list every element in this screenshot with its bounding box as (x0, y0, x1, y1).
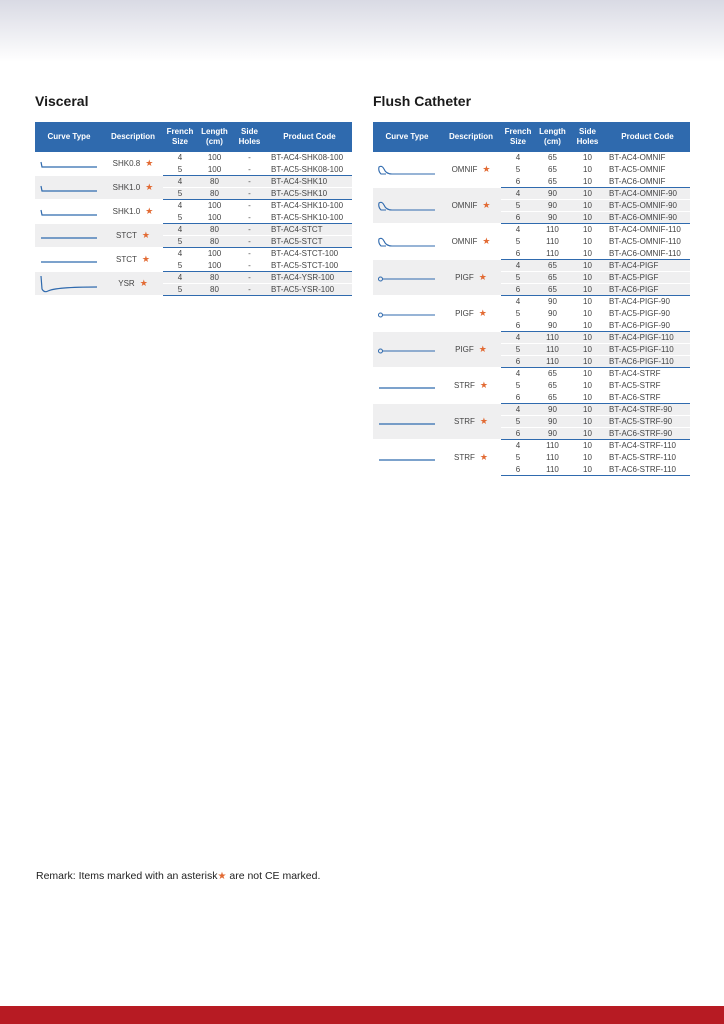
product-code-cell: BT-AC6-PIGF-90 (605, 320, 690, 332)
french-size-cell: 5 (501, 164, 535, 176)
side-holes-cell: 10 (570, 344, 605, 356)
french-size-cell: 4 (501, 260, 535, 272)
asterisk-star-icon: ★ (145, 206, 154, 216)
length-cell: 100 (197, 212, 232, 224)
description-cell (441, 368, 501, 404)
side-holes-cell: - (232, 224, 267, 236)
product-group (373, 296, 690, 332)
french-size-cell: 5 (501, 416, 535, 428)
product-code-cell: BT-AC6-STRF-110 (605, 464, 690, 476)
product-code-cell: BT-AC4-OMNIF-110 (605, 224, 690, 236)
side-holes-cell: 10 (570, 356, 605, 368)
length-cell: 65 (535, 260, 570, 272)
french-size-cell: 6 (501, 320, 535, 332)
shk-curve-icon (35, 152, 103, 176)
table-row (35, 272, 352, 284)
product-code-cell: BT-AC5-STCT (267, 236, 352, 248)
description-cell (441, 188, 501, 224)
product-code-cell: BT-AC4-YSR-100 (267, 272, 352, 284)
straight-curve-icon (373, 368, 441, 404)
col-product-code: Product Code (267, 122, 352, 152)
col-description: Description (103, 122, 163, 152)
product-code-cell: BT-AC5-PIGF (605, 272, 690, 284)
description-label: OMNIF (451, 165, 478, 174)
length-cell: 90 (535, 212, 570, 224)
side-holes-cell: 10 (570, 404, 605, 416)
ysr-curve-icon (35, 272, 103, 296)
asterisk-star-icon: ★ (145, 182, 154, 192)
col-curve-type: Curve Type (373, 122, 441, 152)
product-code-cell: BT-AC5-STCT-100 (267, 260, 352, 272)
table-row (35, 224, 352, 236)
table-row (35, 248, 352, 260)
product-code-cell: BT-AC6-STRF (605, 392, 690, 404)
side-holes-cell: - (232, 248, 267, 260)
product-group (373, 332, 690, 368)
product-group (373, 404, 690, 440)
length-cell: 110 (535, 344, 570, 356)
description-label: OMNIF (451, 201, 478, 210)
french-size-cell: 5 (501, 200, 535, 212)
footer-bar (0, 1006, 724, 1024)
side-holes-cell: 10 (570, 176, 605, 188)
description-cell (441, 296, 501, 332)
pigtail-curve-icon (373, 332, 441, 368)
french-size-cell: 4 (163, 272, 197, 284)
product-code-cell: BT-AC5-SHK10 (267, 188, 352, 200)
length-cell: 110 (535, 464, 570, 476)
table-row (373, 440, 690, 452)
product-code-cell: BT-AC4-SHK10 (267, 176, 352, 188)
french-size-cell: 5 (501, 380, 535, 392)
length-cell: 90 (535, 404, 570, 416)
length-cell: 65 (535, 176, 570, 188)
side-holes-cell: - (232, 152, 267, 164)
product-code-cell: BT-AC4-STRF-90 (605, 404, 690, 416)
side-holes-cell: 10 (570, 248, 605, 260)
product-code-cell: BT-AC5-OMNIF-90 (605, 200, 690, 212)
length-cell: 90 (535, 416, 570, 428)
omni-curve-icon (373, 188, 441, 224)
length-cell: 110 (535, 224, 570, 236)
side-holes-cell: - (232, 200, 267, 212)
side-holes-cell: 10 (570, 152, 605, 164)
description-cell (441, 332, 501, 368)
length-cell: 110 (535, 452, 570, 464)
length-cell: 100 (197, 200, 232, 212)
description-label: STCT (116, 231, 137, 240)
straight-curve-icon (373, 404, 441, 440)
description-label: STRF (454, 417, 475, 426)
table-row (373, 332, 690, 344)
description-cell (103, 224, 163, 248)
side-holes-cell: 10 (570, 416, 605, 428)
product-code-cell: BT-AC5-SHK10-100 (267, 212, 352, 224)
product-code-cell: BT-AC5-OMNIF-110 (605, 236, 690, 248)
product-group (373, 440, 690, 476)
table-header-row (35, 122, 352, 152)
product-code-cell: BT-AC5-YSR-100 (267, 284, 352, 296)
side-holes-cell: 10 (570, 464, 605, 476)
french-size-cell: 5 (163, 284, 197, 296)
side-holes-cell: 10 (570, 368, 605, 380)
omni-curve-icon (373, 224, 441, 260)
french-size-cell: 5 (163, 212, 197, 224)
col-side-holes: Side Holes (232, 122, 267, 152)
col-side-holes: Side Holes (570, 122, 605, 152)
french-size-cell: 6 (501, 176, 535, 188)
table-row (373, 368, 690, 380)
table-row (373, 404, 690, 416)
header-gradient (0, 0, 724, 62)
french-size-cell: 6 (501, 428, 535, 440)
length-cell: 110 (535, 356, 570, 368)
asterisk-star-icon: ★ (141, 230, 150, 240)
omni-curve-icon (373, 152, 441, 188)
product-code-cell: BT-AC5-PIGF-110 (605, 344, 690, 356)
pigtail-curve-icon (373, 296, 441, 332)
col-length: Length (cm) (535, 122, 570, 152)
product-code-cell: BT-AC4-SHK08-100 (267, 152, 352, 164)
product-code-cell: BT-AC4-PIGF-90 (605, 296, 690, 308)
flush-catheter-table (373, 122, 690, 476)
col-description: Description (441, 122, 501, 152)
length-cell: 90 (535, 200, 570, 212)
length-cell: 110 (535, 440, 570, 452)
product-group (373, 260, 690, 296)
french-size-cell: 5 (501, 236, 535, 248)
visceral-title: Visceral (35, 93, 89, 109)
product-code-cell: BT-AC4-OMNIF-90 (605, 188, 690, 200)
product-code-cell: BT-AC5-SHK08-100 (267, 164, 352, 176)
description-cell (103, 248, 163, 272)
french-size-cell: 6 (501, 248, 535, 260)
length-cell: 90 (535, 188, 570, 200)
table-row (35, 200, 352, 212)
asterisk-star-icon: ★ (478, 272, 487, 282)
side-holes-cell: - (232, 284, 267, 296)
side-holes-cell: 10 (570, 320, 605, 332)
table-row (35, 152, 352, 164)
asterisk-star-icon: ★ (479, 416, 488, 426)
product-code-cell: BT-AC5-STRF (605, 380, 690, 392)
remark-text: Remark: Items marked with an asterisk (36, 870, 218, 882)
asterisk-star-icon: ★ (145, 158, 154, 168)
length-cell: 110 (535, 248, 570, 260)
side-holes-cell: 10 (570, 440, 605, 452)
product-group (373, 368, 690, 404)
length-cell: 80 (197, 188, 232, 200)
side-holes-cell: - (232, 272, 267, 284)
table-header-row (373, 122, 690, 152)
side-holes-cell: 10 (570, 452, 605, 464)
description-cell (441, 224, 501, 260)
description-label: SHK1.0 (112, 183, 141, 192)
side-holes-cell: 10 (570, 272, 605, 284)
asterisk-star-icon: ★ (482, 200, 491, 210)
length-cell: 100 (197, 164, 232, 176)
french-size-cell: 5 (163, 188, 197, 200)
col-length: Length (cm) (197, 122, 232, 152)
side-holes-cell: - (232, 212, 267, 224)
length-cell: 80 (197, 284, 232, 296)
french-size-cell: 5 (501, 452, 535, 464)
french-size-cell: 4 (501, 188, 535, 200)
product-code-cell: BT-AC6-OMNIF-90 (605, 212, 690, 224)
length-cell: 65 (535, 272, 570, 284)
shk-curve-icon (35, 176, 103, 200)
description-cell (441, 152, 501, 188)
straight-curve-icon (35, 224, 103, 248)
description-cell (103, 176, 163, 200)
side-holes-cell: - (232, 164, 267, 176)
description-label: YSR (118, 279, 135, 288)
product-code-cell: BT-AC4-OMNIF (605, 152, 690, 164)
french-size-cell: 4 (501, 152, 535, 164)
description-cell (441, 440, 501, 476)
side-holes-cell: 10 (570, 188, 605, 200)
side-holes-cell: 10 (570, 284, 605, 296)
length-cell: 90 (535, 296, 570, 308)
product-code-cell: BT-AC6-PIGF-110 (605, 356, 690, 368)
french-size-cell: 4 (163, 200, 197, 212)
col-curve-type: Curve Type (35, 122, 103, 152)
length-cell: 80 (197, 224, 232, 236)
length-cell: 65 (535, 380, 570, 392)
product-code-cell: BT-AC4-STCT-100 (267, 248, 352, 260)
description-cell (103, 152, 163, 176)
asterisk-star-icon: ★ (478, 344, 487, 354)
french-size-cell: 6 (501, 356, 535, 368)
side-holes-cell: 10 (570, 224, 605, 236)
product-group (35, 200, 352, 224)
table-row (373, 152, 690, 164)
side-holes-cell: 10 (570, 236, 605, 248)
asterisk-star-icon: ★ (139, 278, 148, 288)
product-group (35, 224, 352, 248)
asterisk-star-icon: ★ (479, 452, 488, 462)
product-code-cell: BT-AC6-OMNIF (605, 176, 690, 188)
table-row (373, 260, 690, 272)
french-size-cell: 4 (501, 404, 535, 416)
table-row (373, 188, 690, 200)
french-size-cell: 5 (163, 260, 197, 272)
visceral-table (35, 122, 352, 296)
side-holes-cell: - (232, 188, 267, 200)
length-cell: 90 (535, 428, 570, 440)
side-holes-cell: - (232, 260, 267, 272)
side-holes-cell: 10 (570, 392, 605, 404)
side-holes-cell: 10 (570, 332, 605, 344)
length-cell: 80 (197, 272, 232, 284)
asterisk-star-icon: ★ (217, 871, 227, 882)
side-holes-cell: 10 (570, 380, 605, 392)
length-cell: 100 (197, 152, 232, 164)
product-code-cell: BT-AC6-STRF-90 (605, 428, 690, 440)
length-cell: 65 (535, 284, 570, 296)
length-cell: 110 (535, 236, 570, 248)
description-label: STRF (454, 381, 475, 390)
french-size-cell: 5 (501, 308, 535, 320)
description-cell (103, 200, 163, 224)
product-group (35, 272, 352, 296)
french-size-cell: 6 (501, 464, 535, 476)
asterisk-star-icon: ★ (482, 164, 491, 174)
product-code-cell: BT-AC4-STCT (267, 224, 352, 236)
french-size-cell: 5 (501, 344, 535, 356)
col-product-code: Product Code (605, 122, 690, 152)
description-cell (103, 272, 163, 296)
description-cell (441, 404, 501, 440)
length-cell: 110 (535, 332, 570, 344)
product-code-cell: BT-AC6-PIGF (605, 284, 690, 296)
product-group (35, 176, 352, 200)
length-cell: 90 (535, 320, 570, 332)
product-group (373, 152, 690, 188)
side-holes-cell: 10 (570, 296, 605, 308)
length-cell: 65 (535, 152, 570, 164)
product-code-cell: BT-AC6-OMNIF-110 (605, 248, 690, 260)
side-holes-cell: 10 (570, 428, 605, 440)
product-code-cell: BT-AC4-SHK10-100 (267, 200, 352, 212)
pigtail-curve-icon (373, 260, 441, 296)
length-cell: 65 (535, 368, 570, 380)
straight-curve-icon (35, 248, 103, 272)
french-size-cell: 4 (501, 296, 535, 308)
description-label: OMNIF (451, 237, 478, 246)
product-code-cell: BT-AC5-PIGF-90 (605, 308, 690, 320)
description-label: PIGF (455, 273, 474, 282)
description-label: SHK1.0 (112, 207, 141, 216)
french-size-cell: 4 (501, 332, 535, 344)
side-holes-cell: 10 (570, 212, 605, 224)
side-holes-cell: 10 (570, 260, 605, 272)
description-cell (441, 260, 501, 296)
product-code-cell: BT-AC5-OMNIF (605, 164, 690, 176)
side-holes-cell: 10 (570, 308, 605, 320)
french-size-cell: 4 (163, 224, 197, 236)
french-size-cell: 5 (163, 236, 197, 248)
length-cell: 90 (535, 308, 570, 320)
table-row (373, 296, 690, 308)
shk-curve-icon (35, 200, 103, 224)
french-size-cell: 4 (501, 368, 535, 380)
side-holes-cell: - (232, 176, 267, 188)
french-size-cell: 6 (501, 212, 535, 224)
col-french-size: French Size (501, 122, 535, 152)
col-french-size: French Size (163, 122, 197, 152)
asterisk-star-icon: ★ (482, 236, 491, 246)
length-cell: 80 (197, 236, 232, 248)
product-code-cell: BT-AC4-STRF-110 (605, 440, 690, 452)
side-holes-cell: - (232, 236, 267, 248)
asterisk-star-icon: ★ (478, 308, 487, 318)
french-size-cell: 5 (163, 164, 197, 176)
french-size-cell: 4 (163, 176, 197, 188)
description-label: PIGF (455, 345, 474, 354)
table-row (35, 176, 352, 188)
length-cell: 100 (197, 248, 232, 260)
french-size-cell: 4 (163, 248, 197, 260)
description-label: PIGF (455, 309, 474, 318)
table-row (373, 224, 690, 236)
straight-curve-icon (373, 440, 441, 476)
product-group (373, 224, 690, 260)
description-label: STCT (116, 255, 137, 264)
product-code-cell: BT-AC4-PIGF (605, 260, 690, 272)
product-code-cell: BT-AC4-PIGF-110 (605, 332, 690, 344)
side-holes-cell: 10 (570, 200, 605, 212)
french-size-cell: 5 (501, 272, 535, 284)
product-code-cell: BT-AC4-STRF (605, 368, 690, 380)
length-cell: 80 (197, 176, 232, 188)
asterisk-star-icon: ★ (479, 380, 488, 390)
flush-catheter-title: Flush Catheter (373, 93, 472, 109)
asterisk-star-icon: ★ (141, 254, 150, 264)
french-size-cell: 4 (501, 224, 535, 236)
product-code-cell: BT-AC5-STRF-110 (605, 452, 690, 464)
length-cell: 100 (197, 260, 232, 272)
remark-note (36, 870, 320, 882)
description-label: SHK0.8 (112, 159, 141, 168)
length-cell: 65 (535, 392, 570, 404)
length-cell: 65 (535, 164, 570, 176)
product-group (35, 152, 352, 176)
french-size-cell: 6 (501, 392, 535, 404)
product-group (373, 188, 690, 224)
french-size-cell: 6 (501, 284, 535, 296)
french-size-cell: 4 (163, 152, 197, 164)
product-code-cell: BT-AC5-STRF-90 (605, 416, 690, 428)
french-size-cell: 4 (501, 440, 535, 452)
product-group (35, 248, 352, 272)
remark-text-end: are not CE marked. (226, 870, 321, 882)
side-holes-cell: 10 (570, 164, 605, 176)
description-label: STRF (454, 453, 475, 462)
